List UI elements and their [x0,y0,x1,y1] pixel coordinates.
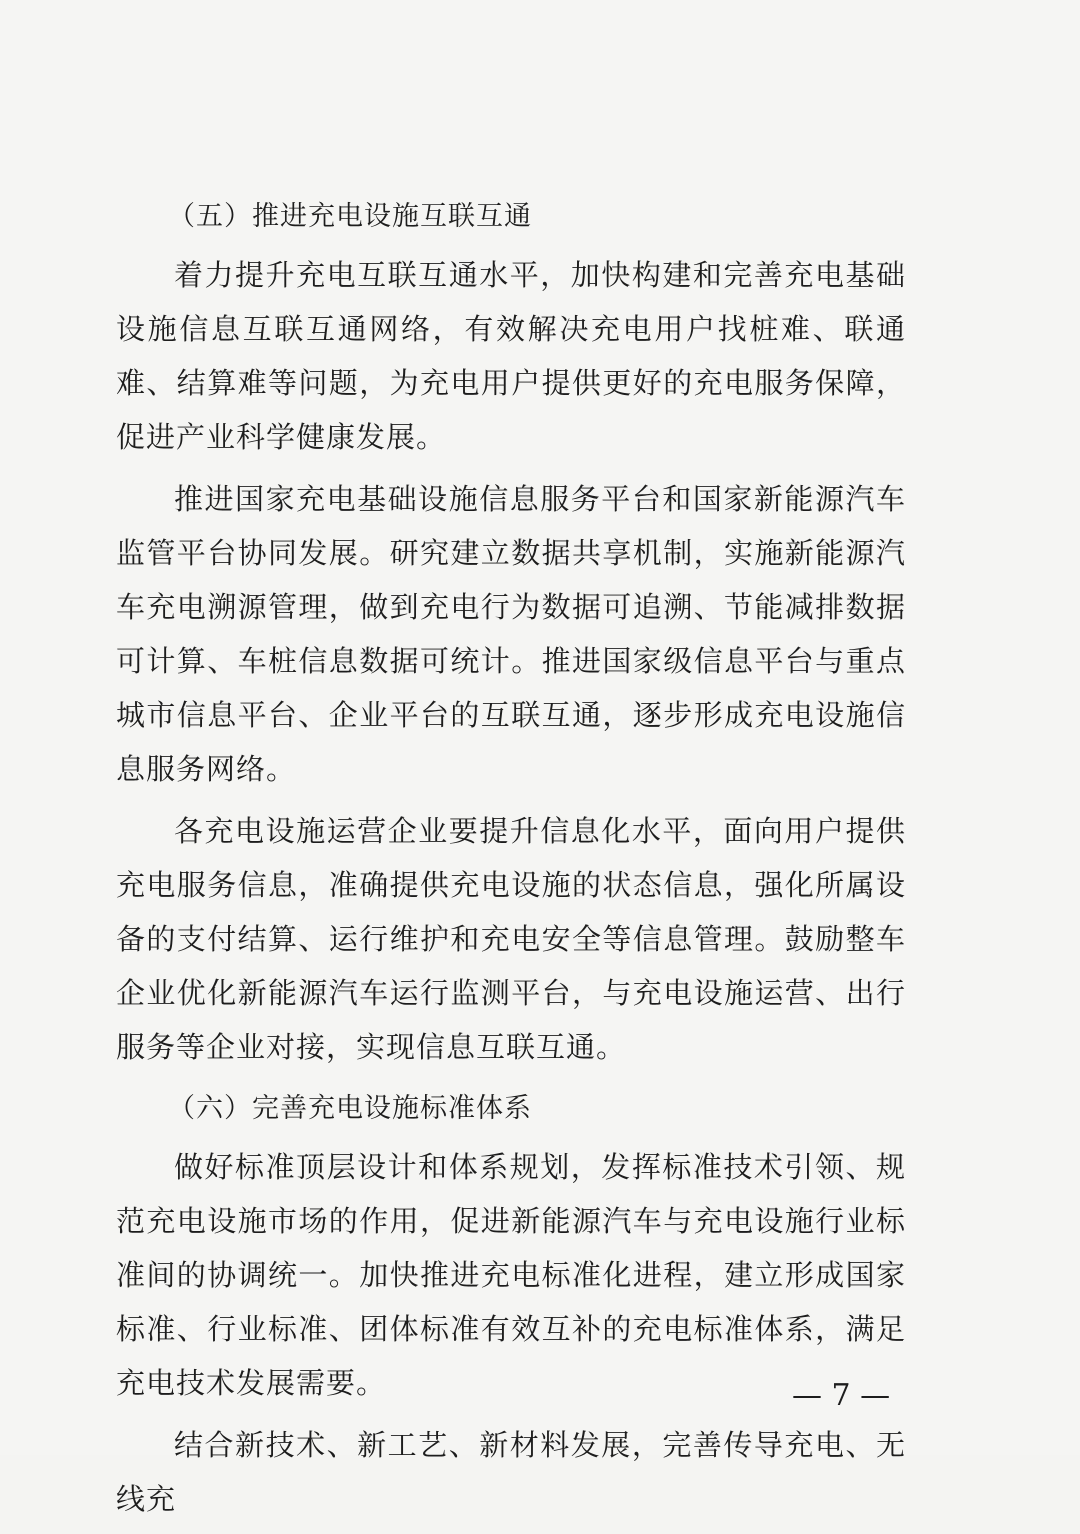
paragraph: 做好标准顶层设计和体系规划，发挥标准技术引领、规范充电设施市场的作用，促进新能源汽车与充电设施行业标准间的协调统一。加快推进充电标准化进程，建立形成国家标准、行业标准、团体标准有效互补的充电标准体系，满足充电技术发展需要。 [116,1150,906,1400]
paragraph: 结合新技术、新工艺、新材料发展，完善传导充电、无线充 [116,1428,906,1516]
document-body [116,190,906,1534]
section-heading: （五）推进充电设施互联互通 [168,201,532,232]
section-heading: （六）完善充电设施标准体系 [168,1093,532,1124]
paragraph: 着力提升充电互联互通水平，加快构建和完善充电基础设施信息互联互通网络，有效解决充电用户找桩难、联通难、结算难等问题，为充电用户提供更好的充电服务保障，促进产业科学健康发展。 [116,258,906,454]
paragraph: 各充电设施运营企业要提升信息化水平，面向用户提供充电服务信息，准确提供充电设施的状态信息，强化所属设备的支付结算、运行维护和充电安全等信息管理。鼓励整车企业优化新能源汽车运行监测平台，与充电设施运营、出行服务等企业对接，实现信息互联互通。 [116,814,906,1064]
paragraph: 推进国家充电基础设施信息服务平台和国家新能源汽车监管平台协同发展。研究建立数据共享机制，实施新能源汽车充电溯源管理，做到充电行为数据可追溯、节能减排数据可计算、车桩信息数据可统计。推进国家级信息平台与重点城市信息平台、企业平台的互联互通，逐步形成充电设施信息服务网络。 [116,482,906,786]
page-number: — 7 — [792,1378,891,1413]
